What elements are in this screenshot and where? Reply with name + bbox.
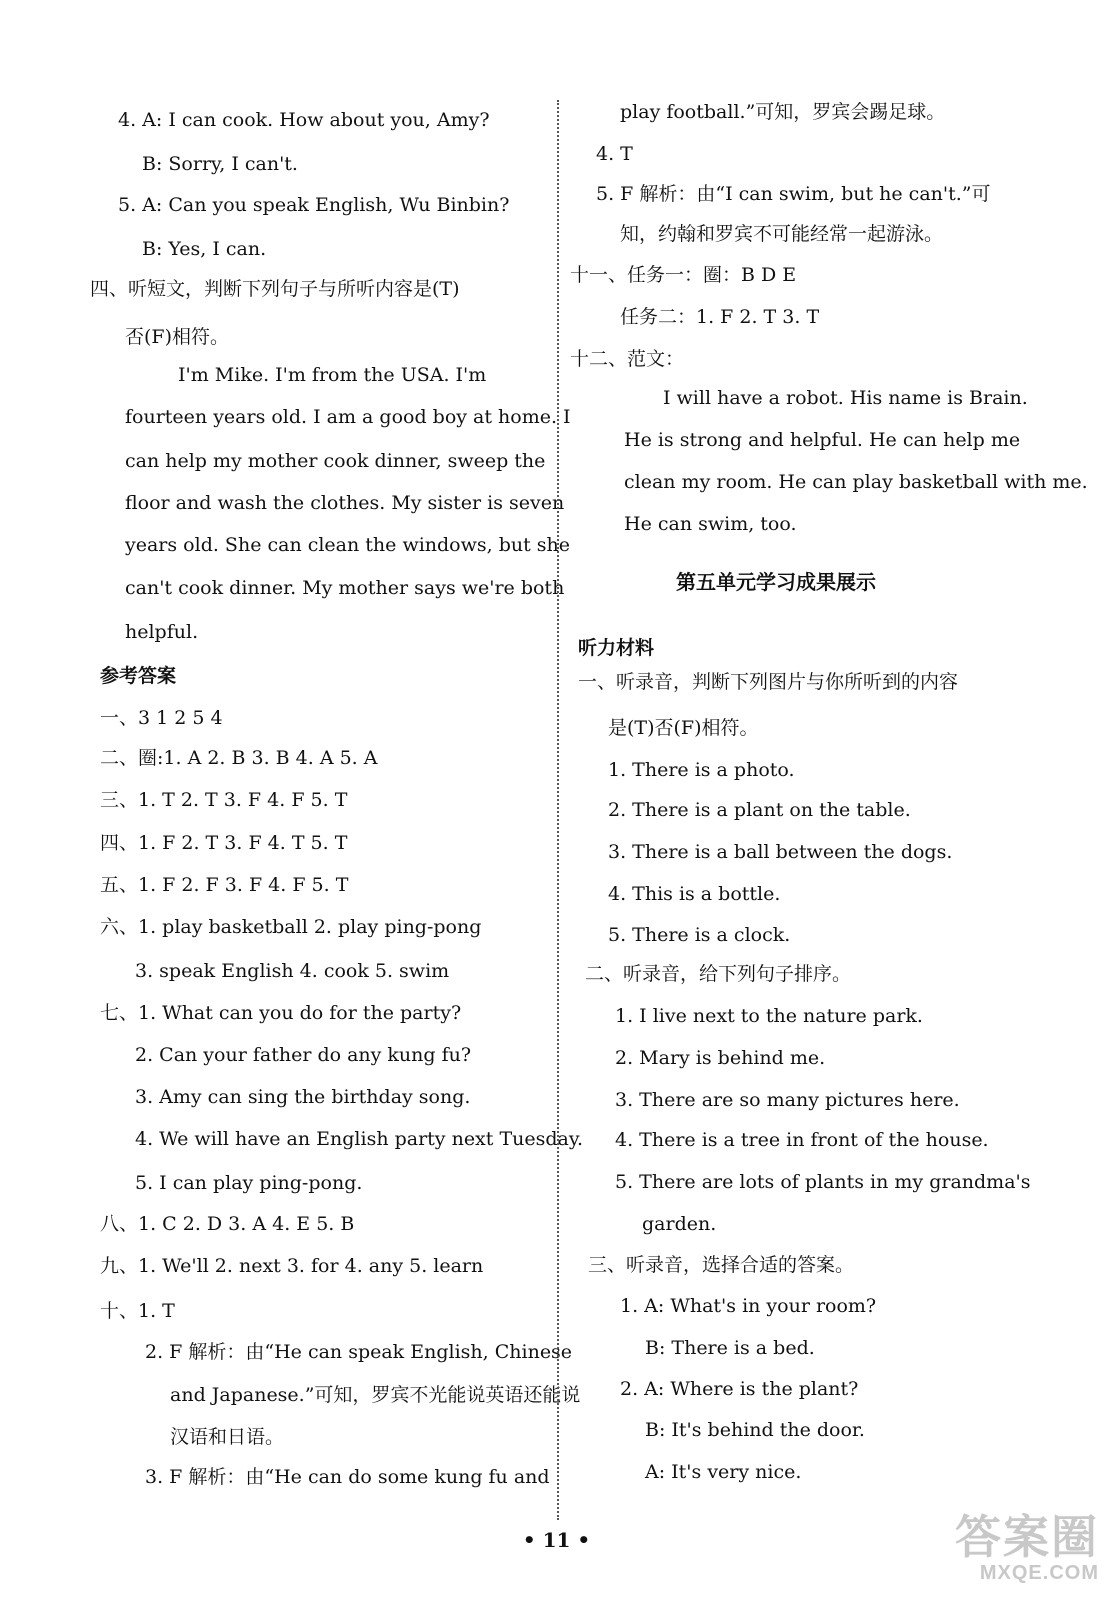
right-column-line: 1. There is a photo. bbox=[608, 759, 795, 781]
right-column-line: 4. There is a tree in front of the house. bbox=[615, 1129, 989, 1151]
right-column-line: A: It's very nice. bbox=[645, 1461, 802, 1483]
left-column-line: years old. She can clean the windows, but she bbox=[125, 534, 571, 556]
left-column-line: 八、1. C 2. D 3. A 4. E 5. B bbox=[100, 1213, 355, 1235]
left-column-line: fourteen years old. I am a good boy at home. I bbox=[125, 406, 571, 428]
left-column-line: 5. I can play ping-pong. bbox=[135, 1172, 363, 1194]
left-column-line: 2. Can your father do any kung fu? bbox=[135, 1044, 472, 1066]
right-column-line: 2. There is a plant on the table. bbox=[608, 799, 911, 821]
right-column-line: play football.”可知，罗宾会踢足球。 bbox=[620, 101, 946, 123]
watermark-url: MXQE.COM bbox=[979, 1562, 1099, 1584]
right-column-line: 5. There are lots of plants in my grandma's bbox=[615, 1171, 1031, 1193]
left-column-line: 二、圈:1. A 2. B 3. B 4. A 5. A bbox=[100, 747, 378, 769]
right-column-line: 一、听录音，判断下列图片与你所听到的内容 bbox=[578, 671, 959, 693]
left-column-line: 4. We will have an English party next Tuesday. bbox=[135, 1128, 584, 1150]
left-column-line: B: Yes, I can. bbox=[142, 238, 267, 260]
right-column-line: 3. There are so many pictures here. bbox=[615, 1089, 960, 1111]
right-column-line: 十一、任务一：圈：B D E bbox=[570, 264, 797, 286]
left-column-line: helpful. bbox=[125, 621, 199, 643]
left-column-line: 七、1. What can you do for the party? bbox=[100, 1002, 462, 1024]
left-column-line: 九、1. We'll 2. next 3. for 4. any 5. learn bbox=[100, 1255, 484, 1277]
right-column-line: 4. T bbox=[596, 143, 633, 165]
right-column-line: 第五单元学习成果展示 bbox=[676, 570, 876, 594]
left-column-line: I'm Mike. I'm from the USA. I'm bbox=[178, 364, 487, 386]
left-column-line: 5. A: Can you speak English, Wu Binbin? bbox=[118, 194, 510, 216]
right-column-line: 是(T)否(F)相符。 bbox=[608, 717, 759, 739]
right-column-line: 5. F 解析：由“I can swim, but he can't.”可 bbox=[596, 183, 991, 205]
right-column-line: 1. A: What's in your room? bbox=[620, 1295, 877, 1317]
left-column-line: 4. A: I can cook. How about you, Amy? bbox=[118, 109, 490, 131]
right-column-line: 1. I live next to the nature park. bbox=[615, 1005, 923, 1027]
watermark-logo bbox=[949, 1512, 1099, 1592]
page-number: • 11 • bbox=[522, 1528, 591, 1552]
left-column-line: and Japanese.”可知，罗宾不光能说英语还能说 bbox=[170, 1384, 581, 1406]
left-column-line: 四、听短文，判断下列句子与所听内容是(T) bbox=[90, 278, 460, 300]
right-column-line: 任务二：1. F 2. T 3. T bbox=[620, 306, 820, 328]
right-column-line: garden. bbox=[642, 1213, 717, 1235]
right-column-line: 三、听录音，选择合适的答案。 bbox=[588, 1254, 855, 1276]
right-column-line: B: There is a bed. bbox=[645, 1337, 815, 1359]
left-column-line: 3. F 解析：由“He can do some kung fu and bbox=[145, 1466, 550, 1488]
left-column-line: 参考答案 bbox=[100, 665, 177, 687]
right-column-line: 2. A: Where is the plant? bbox=[620, 1378, 859, 1400]
left-column-line: 汉语和日语。 bbox=[170, 1426, 285, 1448]
right-column-line: 听力材料 bbox=[578, 637, 655, 659]
left-column-line: B: Sorry, I can't. bbox=[142, 153, 298, 175]
watermark-logo-text: 答案圈 bbox=[955, 1511, 1099, 1563]
left-column-line: 四、1. F 2. T 3. F 4. T 5. T bbox=[100, 832, 348, 854]
left-column-line: 六、1. play basketball 2. play ping-pong bbox=[100, 916, 482, 938]
right-column-line: 3. There is a ball between the dogs. bbox=[608, 841, 953, 863]
column-divider bbox=[557, 100, 559, 1520]
right-column-line: He is strong and helpful. He can help me bbox=[624, 429, 1021, 451]
left-column-line: 3. Amy can sing the birthday song. bbox=[135, 1086, 471, 1108]
left-column-line: 十、1. T bbox=[100, 1300, 175, 1322]
right-column-line: I will have a robot. His name is Brain. bbox=[663, 387, 1028, 409]
left-column-line: 2. F 解析：由“He can speak English, Chinese bbox=[145, 1341, 573, 1363]
right-column-line: 知，约翰和罗宾不可能经常一起游泳。 bbox=[620, 223, 944, 245]
right-column-line: B: It's behind the door. bbox=[645, 1419, 865, 1441]
left-column-line: 3. speak English 4. cook 5. swim bbox=[135, 960, 450, 982]
left-column-line: can't cook dinner. My mother says we're both bbox=[125, 577, 565, 599]
left-column-line: 一、3 1 2 5 4 bbox=[100, 707, 223, 729]
right-column-line: clean my room. He can play basketball with me. bbox=[624, 471, 1088, 493]
left-column-line: floor and wash the clothes. My sister is seven bbox=[125, 492, 565, 514]
right-column-line: 5. There is a clock. bbox=[608, 924, 791, 946]
left-column-line: 五、1. F 2. F 3. F 4. F 5. T bbox=[100, 874, 349, 896]
right-column-line: 4. This is a bottle. bbox=[608, 883, 781, 905]
right-column-line: 二、听录音，给下列句子排序。 bbox=[585, 963, 852, 985]
left-column-line: can help my mother cook dinner, sweep the bbox=[125, 450, 546, 472]
left-column-line: 否(F)相符。 bbox=[125, 326, 230, 348]
right-column-line: 2. Mary is behind me. bbox=[615, 1047, 826, 1069]
right-column-line: 十二、范文： bbox=[570, 348, 685, 370]
left-column-line: 三、1. T 2. T 3. F 4. F 5. T bbox=[100, 789, 348, 811]
right-column-line: He can swim, too. bbox=[624, 513, 797, 535]
